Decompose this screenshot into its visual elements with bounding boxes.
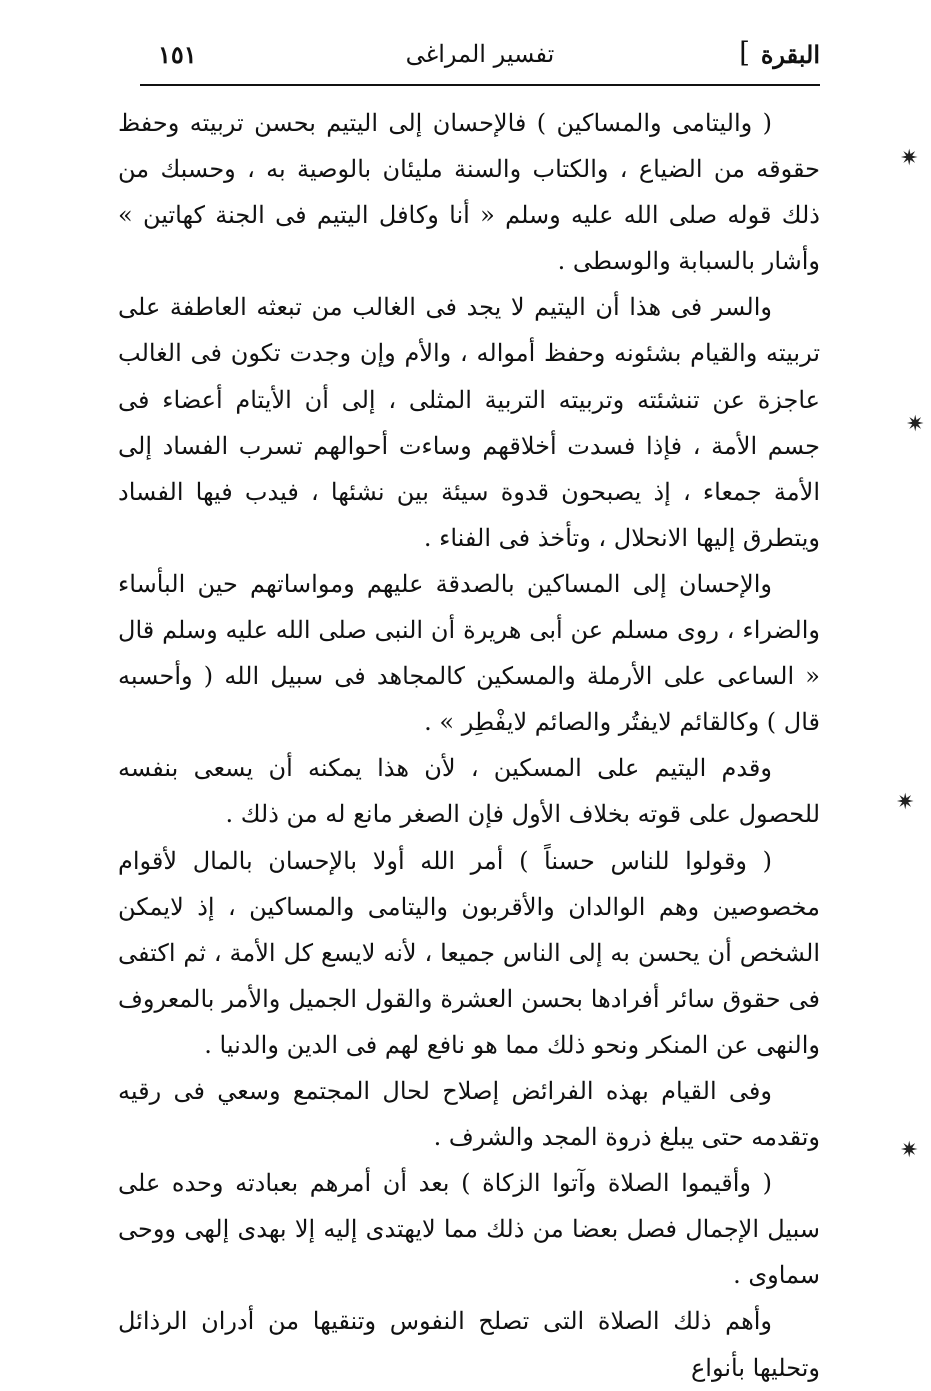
paragraph: ( واليتامى والمساكين ) فالإحسان إلى اليتيم بحسن تربيته وحفظ حقوقه من الضياع ، والكتاب والسنة مليئان بالوصية به ، وحسبك من ذلك قوله صلى الله عليه وسلم « أنا وكافل اليتيم فى الجنة كهاتين » وأشار بالسبابة والوسطى . [118, 109, 820, 276]
scan-speck-icon: ✷ [896, 790, 915, 815]
paragraph: وقدم اليتيم على المسكين ، لأن هذا يمكنه أن يسعى بنفسه للحصول على قوته بخلاف الأول فإن الصغر مانع له من ذلك . [118, 754, 820, 829]
scan-speck-icon: ✷ [906, 412, 925, 437]
scan-speck-icon: ✷ [900, 146, 919, 171]
header-bracket: ] [739, 36, 750, 69]
header-rule [140, 84, 820, 86]
body-text [118, 100, 820, 1391]
paragraph: وفى القيام بهذه الفرائض إصلاح لحال المجتمع وسعي فى رقيه وتقدمه حتى يبلغ ذروة المجد والشرف . [118, 1076, 820, 1152]
surah-name: البقرة [760, 40, 820, 69]
paragraph: والإحسان إلى المساكين بالصدقة عليهم ومواساتهم حين البأساء والضراء ، روى مسلم عن أبى هريرة أن النبى صلى الله عليه وسلم قال « الساعى على الأرملة والمسكين كالمجاهد فى سبيل الله ( وأحسبه قال ) وكالقائم لايفتُر والصائم لايفْطِر » . [118, 569, 820, 737]
page-number: ١٥١ [158, 40, 197, 69]
scan-speck-icon: ✷ [900, 1138, 919, 1163]
paragraph: ( وقولوا للناس حسناً ) أمر الله أولا بالإحسان بالمال لأقوام مخصوصين وهم الوالدان والأقربون واليتامى والمساكين ، إذ لايمكن الشخص أن يحسن به إلى الناس جميعا ، لأنه لايسع كل الأمة ، ثم اكتفى فى حقوق سائر أفرادها بحسن العشرة والقول الجميل والأمر بالمعروف والنهى عن المنكر ونحو ذلك مما هو نافع لهم فى الدين والدنيا . [118, 846, 820, 1059]
book-title: تفسير المراغى [405, 40, 555, 68]
page-header [140, 30, 820, 80]
paragraph: وأهم ذلك الصلاة التى تصلح النفوس وتنقيها من أدران الرذائل وتحليها بأنواع [118, 1307, 820, 1382]
paragraph: والسر فى هذا أن اليتيم لا يجد فى الغالب من تبعثه العاطفة على تربيته والقيام بشئونه وحفظ أمواله ، والأم وإن وجدت تكون فى الغالب عاجزة عن تنشئته وتربيته التربية المثلى ، إلى أن الأيتام أعضاء فى جسم الأمة ، فإذا فسدت أخلاقهم وساءت أحوالهم تسرب الفساد إلى الأمة جمعاء ، إذ يصبحون قدوة سيئة بين نشئها ، فيدب فيها الفساد ويتطرق إليها الانحلال ، وتأخذ فى الفناء . [118, 293, 820, 552]
paragraph: ( وأقيموا الصلاة وآتوا الزكاة ) بعد أن أمرهم بعبادته وحده على سبيل الإجمال فصل بعضا من ذلك مما لايهتدى إليه إلا بهدى إلهى ووحى سماوى . [118, 1169, 820, 1290]
